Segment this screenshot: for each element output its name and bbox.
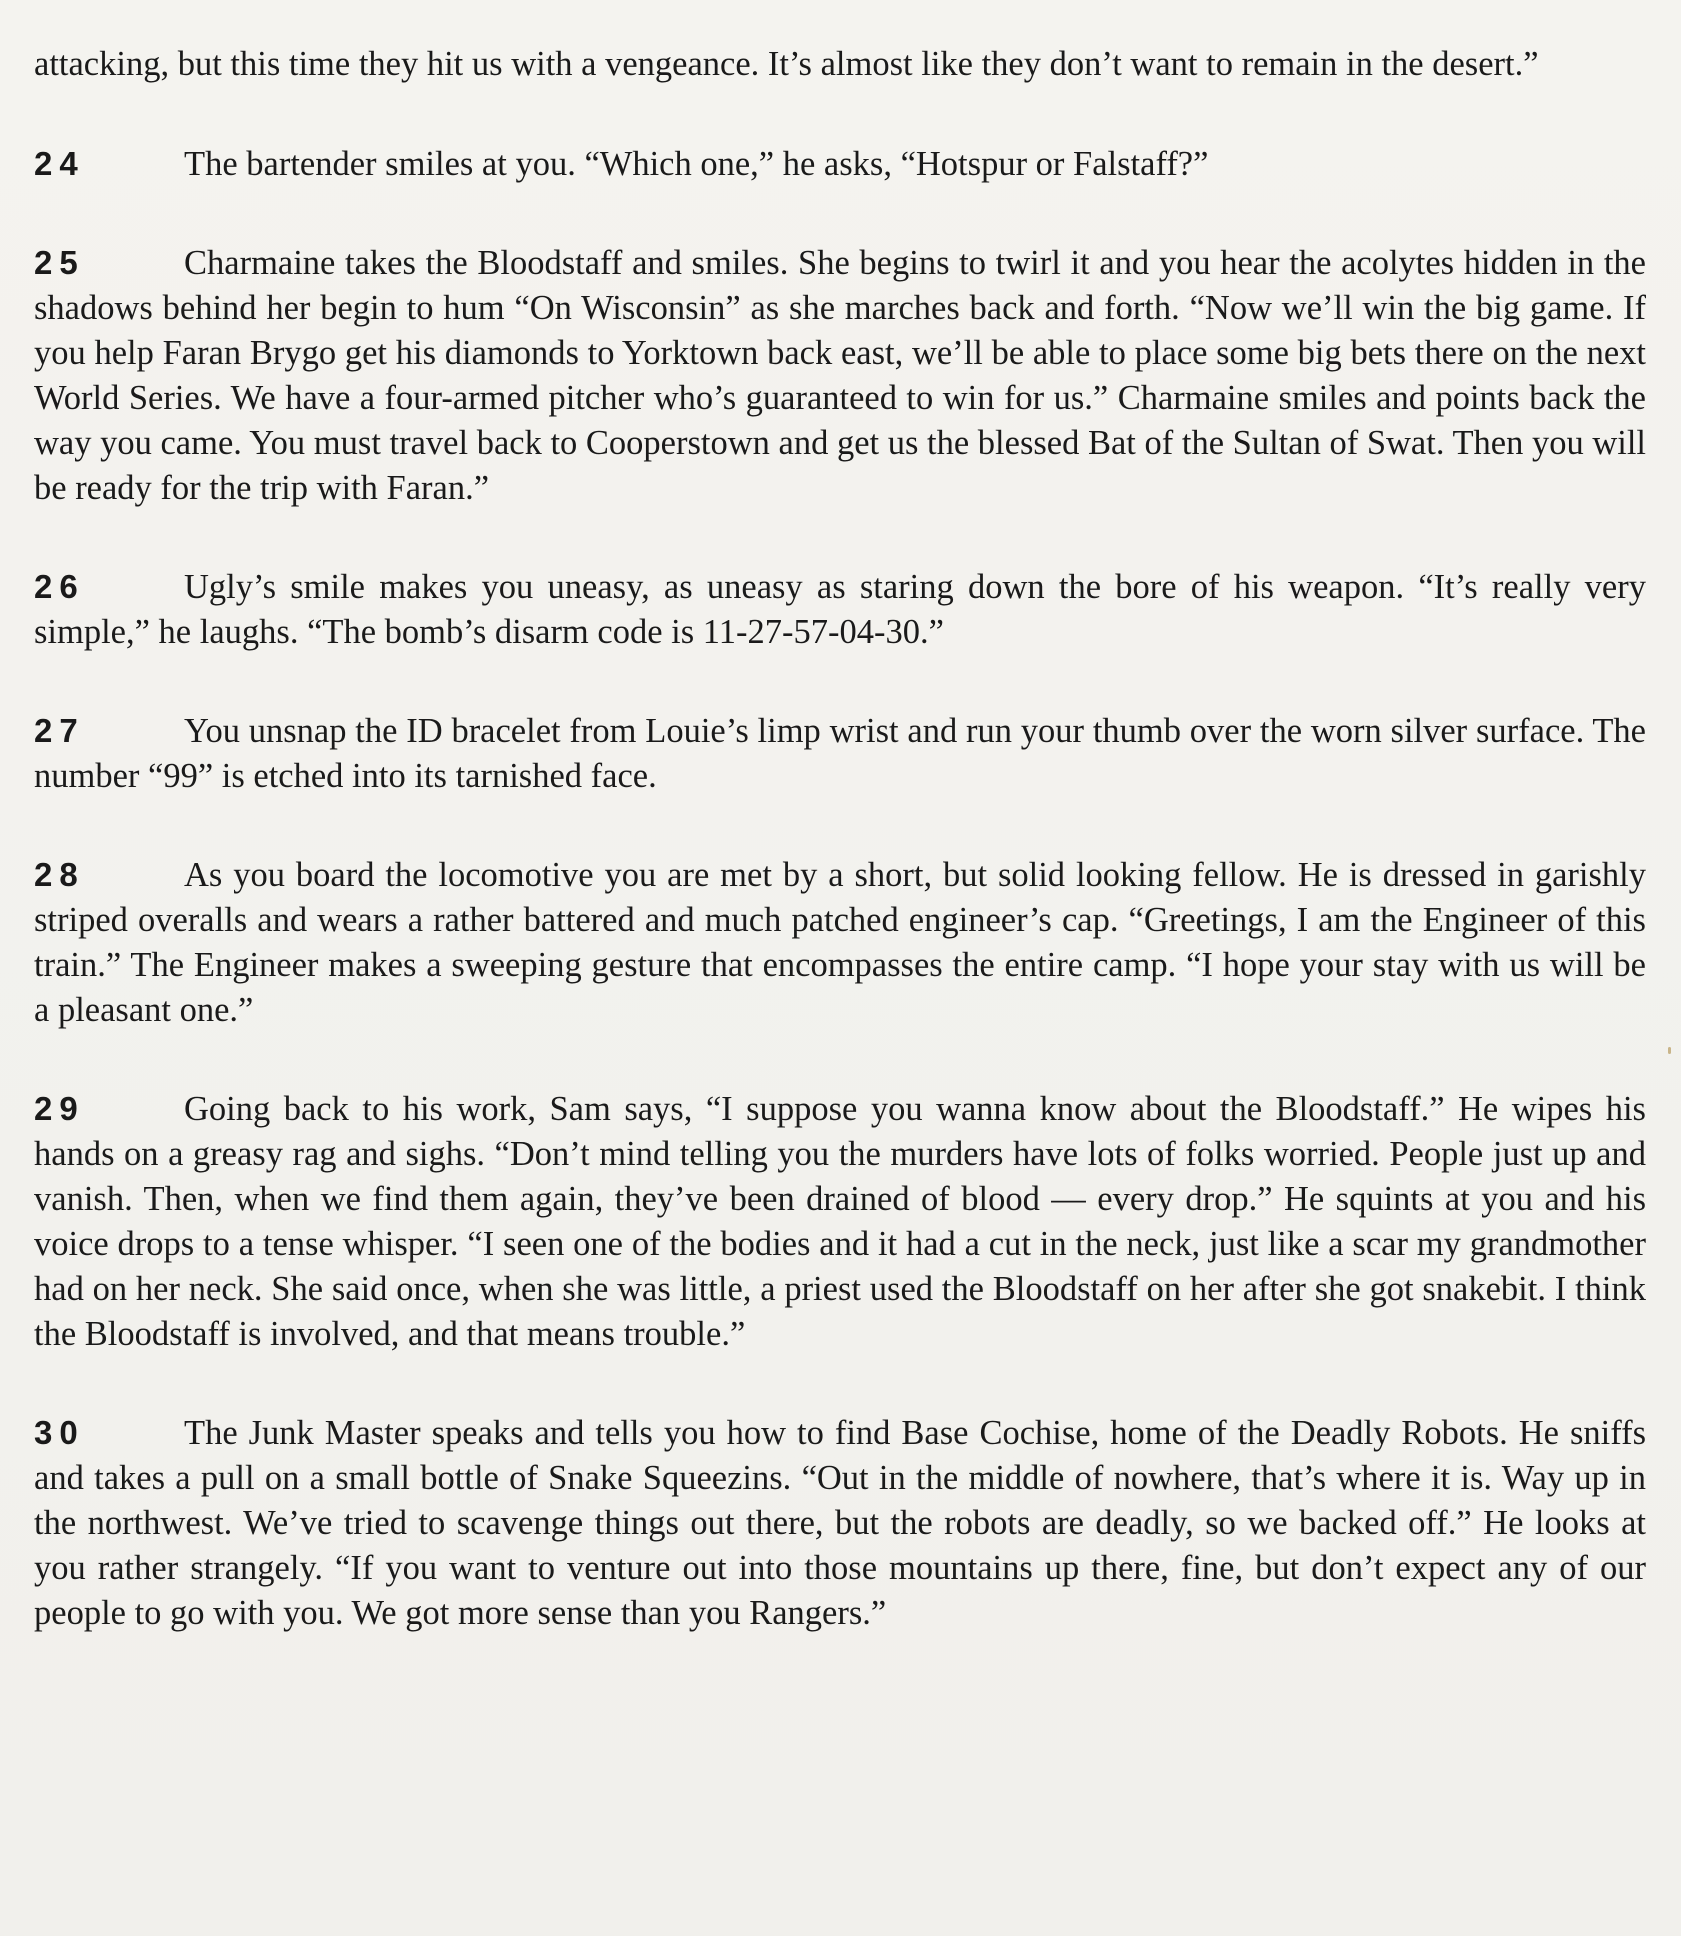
entry-text: You unsnap the ID bracelet from Louie’s limp wrist and run your thumb over the worn silver surface. The number “99” is etched into its tarnished face.: [34, 712, 1646, 795]
entry-number: 25: [34, 244, 85, 281]
entry-26: [34, 564, 1646, 655]
entry-29: [34, 1086, 1646, 1357]
entry-number: 24: [34, 145, 85, 182]
entry-text: Ugly’s smile makes you uneasy, as uneasy as staring down the bore of his weapon. “It’s really very simple,” he laughs. “The bomb’s disarm code is 11-27-57-04-30.”: [34, 568, 1646, 651]
page-body: [34, 42, 1646, 1689]
entry-24: [34, 141, 1646, 187]
entry-text: The Junk Master speaks and tells you how to find Base Cochise, home of the Deadly Robots. He sniffs and takes a pull on a small bottle of Snake Squeezins. “Out in the middle of nowhere, that’s where it is. Way up in the northwest. We’ve tried to scavenge things out there, but the robots are deadly, so we backed off.” He looks at you rather strangely. “If you want to venture out into those mountains up there, fine, but don’t expect any of our people to go with you. We got more sense than you Rangers.”: [34, 1414, 1646, 1632]
entry-text: The bartender smiles at you. “Which one,” he asks, “Hotspur or Falstaff?”: [184, 145, 1209, 183]
entry-number: 30: [34, 1414, 85, 1451]
entry-number: 29: [34, 1090, 85, 1127]
entry-text: As you board the locomotive you are met by a short, but solid looking fellow. He is dressed in garishly striped overalls and wears a rather battered and much patched engineer’s cap. “Greetings, I am the Engineer of this train.” The Engineer makes a sweeping gesture that encompasses the entire camp. “I hope your stay with us will be a pleasant one.”: [34, 856, 1646, 1029]
entry-number: 26: [34, 568, 85, 605]
entry-number: 28: [34, 856, 85, 893]
paper-speck: [1668, 1047, 1671, 1054]
entry-28: [34, 852, 1646, 1033]
entry-27: [34, 708, 1646, 799]
entry-25: [34, 240, 1646, 511]
entry-number: 27: [34, 712, 85, 749]
continued-text: attacking, but this time they hit us with a vengeance. It’s almost like they don’t want to remain in the desert.”: [34, 45, 1539, 83]
entry-text: Charmaine takes the Bloodstaff and smiles. She begins to twirl it and you hear the acolytes hidden in the shadows behind her begin to hum “On Wisconsin” as she marches back and forth. “Now we’ll win the big game. If you help Faran Brygo get his diamonds to Yorktown back east, we’ll be able to place some big bets there on the next World Series. We have a four-armed pitcher who’s guaranteed to win for us.” Charmaine smiles and points back the way you came. You must travel back to Cooperstown and get us the blessed Bat of the Sultan of Swat. Then you will be ready for the trip with Faran.”: [34, 244, 1646, 507]
entry-text: Going back to his work, Sam says, “I suppose you wanna know about the Bloodstaff.” He wipes his hands on a greasy rag and sighs. “Don’t mind telling you the murders have lots of folks worried. People just up and vanish. Then, when we find them again, they’ve been drained of blood — every drop.” He squints at you and his voice drops to a tense whisper. “I seen one of the bodies and it had a cut in the neck, just like a scar my grandmother had on her neck. She said once, when she was little, a priest used the Bloodstaff on her after she got snakebit. I think the Bloodstaff is involved, and that means trouble.”: [34, 1090, 1646, 1353]
continued-paragraph: [34, 42, 1646, 87]
entry-30: [34, 1410, 1646, 1636]
